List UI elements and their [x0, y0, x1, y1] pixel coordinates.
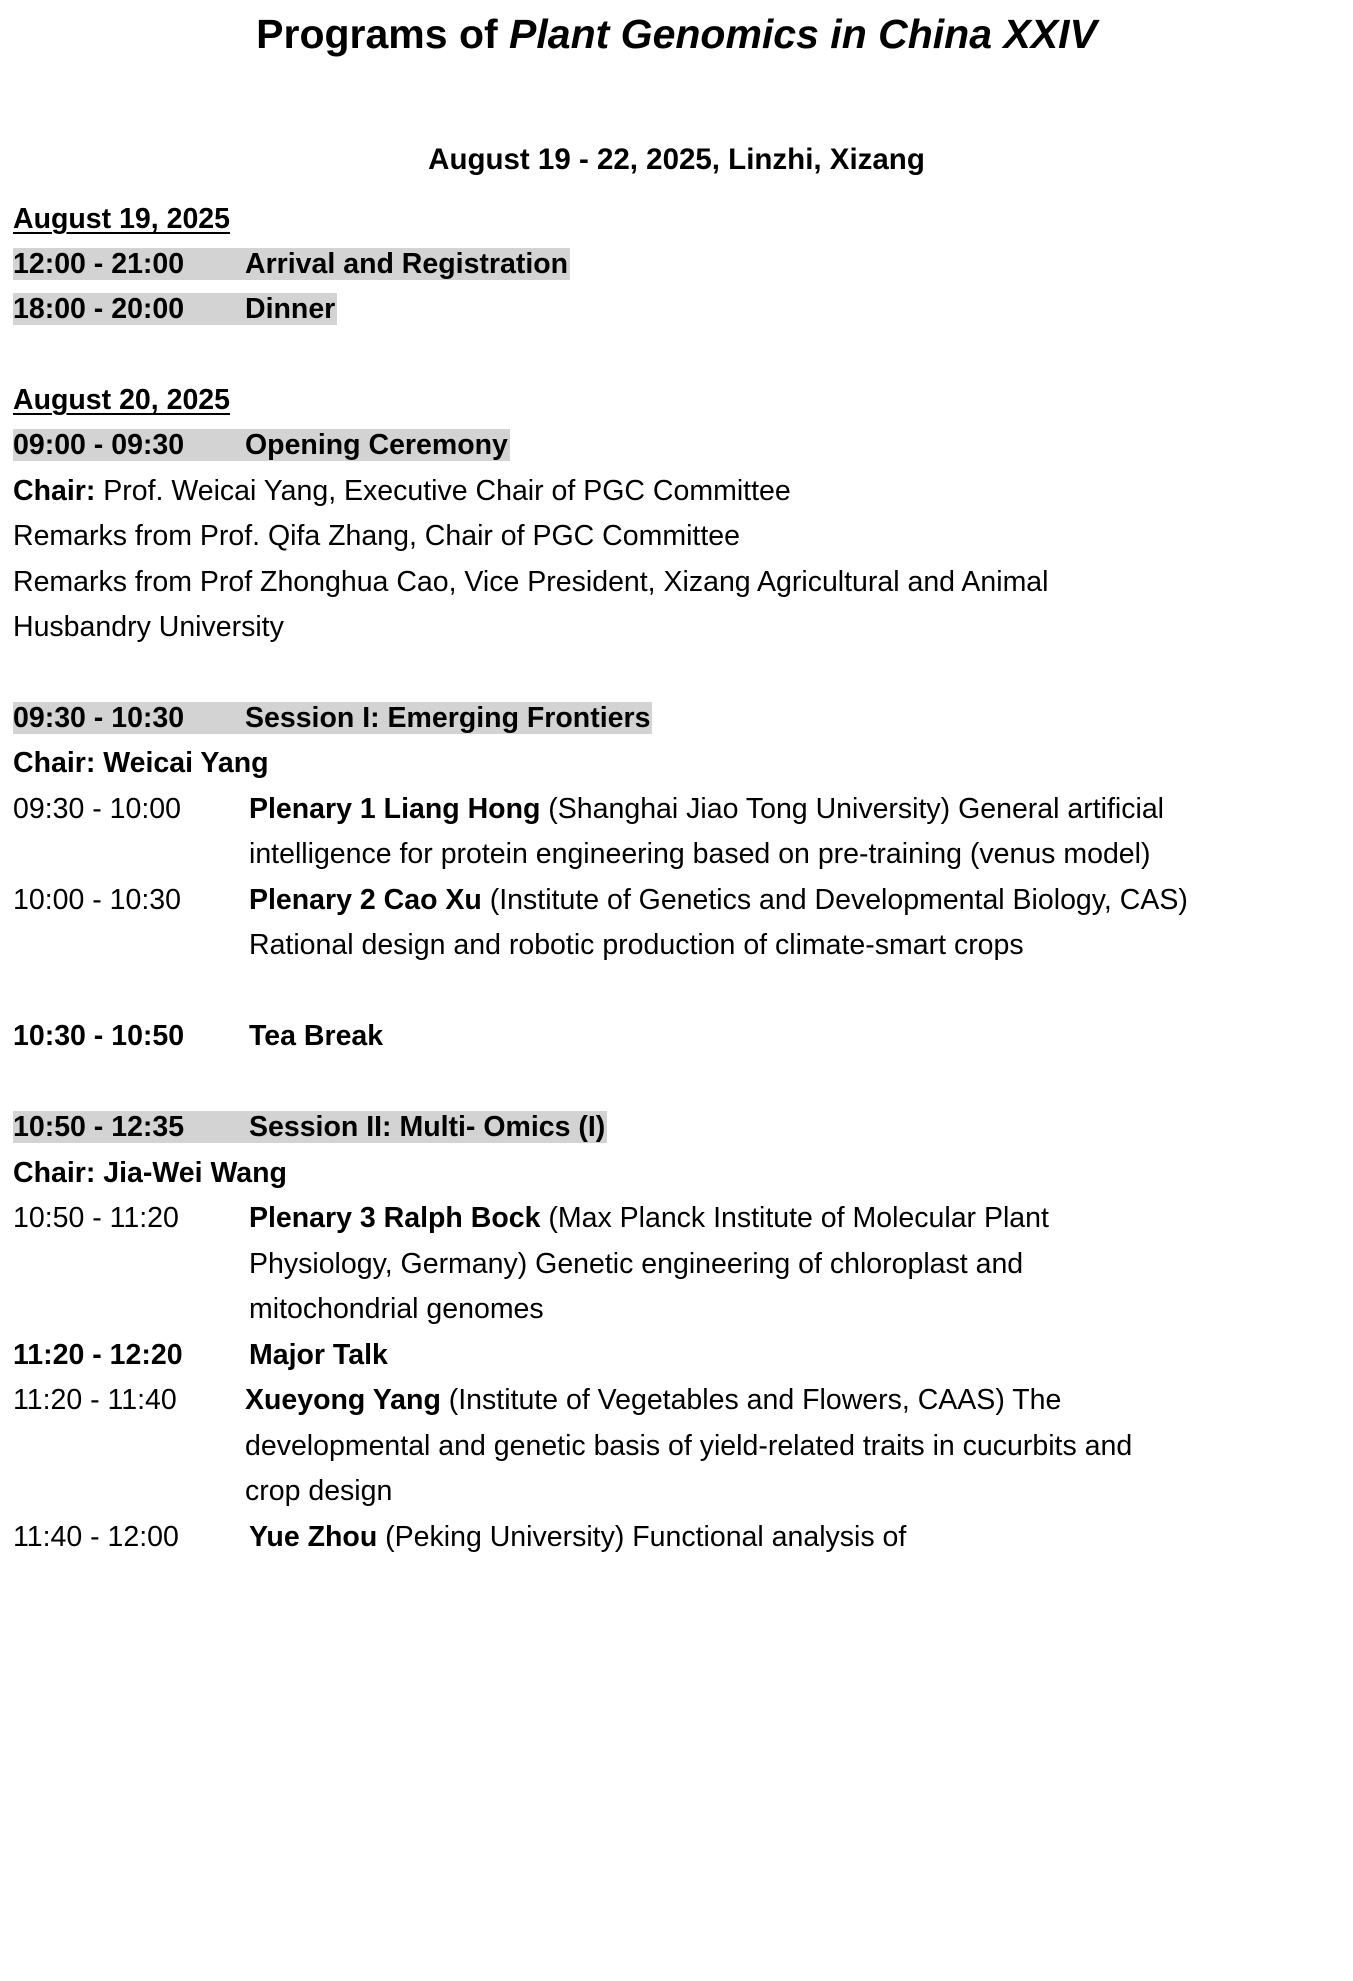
- row-time: 09:30 - 10:30: [13, 702, 185, 734]
- tea-break-row: [13, 1014, 383, 1058]
- row-label: Dinner: [245, 293, 336, 325]
- talk-speaker: Plenary 3 Ralph Bock: [249, 1202, 541, 1234]
- talk-time: 09:30 - 10:00: [13, 793, 181, 825]
- talk-text: Rational design and robotic production of climate-smart crops: [249, 929, 1024, 961]
- talk-text: developmental and genetic basis of yield-related traits in cucurbits and: [245, 1430, 1133, 1462]
- highlight-row: [13, 248, 570, 280]
- talk-row: [13, 1196, 1049, 1240]
- opening-remark: Remarks from Prof. Qifa Zhang, Chair of PGC Committee: [13, 520, 740, 552]
- row-label: Session II: Multi- Omics (I): [249, 1111, 606, 1143]
- major-talk-row: [13, 1333, 388, 1377]
- talk-text: crop design: [245, 1475, 393, 1507]
- highlight-row: [13, 429, 510, 461]
- row-time: 10:30 - 10:50: [13, 1020, 185, 1052]
- row-label: Arrival and Registration: [245, 248, 569, 280]
- schedule-row: [13, 242, 570, 286]
- row-time: 09:00 - 09:30: [13, 429, 185, 461]
- row-label: Major Talk: [249, 1339, 388, 1371]
- talk-row: [13, 787, 1164, 831]
- title-prefix: Programs of: [256, 11, 510, 57]
- talk-row: [13, 1378, 1061, 1422]
- talk-time: 10:50 - 11:20: [13, 1202, 179, 1234]
- talk-text: mitochondrial genomes: [249, 1293, 544, 1325]
- highlight-row: [13, 293, 337, 325]
- talk-text: (Institute of Genetics and Developmental Biology, CAS): [481, 884, 1188, 916]
- chair-label: Chair:: [13, 475, 96, 507]
- schedule-row: [13, 423, 510, 467]
- talk-time: 10:00 - 10:30: [13, 884, 181, 916]
- session-chair: Chair: Weicai Yang: [13, 747, 269, 779]
- highlight-row: [13, 702, 652, 734]
- title-italic: Plant Genomics in China XXIV: [509, 11, 1097, 57]
- talk-time: 11:20 - 11:40: [13, 1384, 177, 1416]
- talk-text: intelligence for protein engineering based on pre-training (venus model): [249, 838, 1151, 870]
- row-time: 18:00 - 20:00: [13, 293, 185, 325]
- schedule-row: [13, 287, 337, 331]
- talk-text: (Peking University) Functional analysis of: [377, 1521, 907, 1553]
- row-label: Session I: Emerging Frontiers: [245, 702, 651, 734]
- page-title: [0, 8, 1353, 60]
- opening-chair: [13, 469, 791, 513]
- schedule-row: [13, 696, 652, 740]
- day1-date: August 19, 2025: [13, 203, 231, 235]
- row-time: 12:00 - 21:00: [13, 248, 185, 280]
- opening-remark: Remarks from Prof Zhonghua Cao, Vice President, Xizang Agricultural and Animal: [13, 566, 1049, 598]
- event-date-location: August 19 - 22, 2025, Linzhi, Xizang: [428, 143, 925, 176]
- talk-time: 11:40 - 12:00: [13, 1521, 179, 1553]
- row-label: Opening Ceremony: [245, 429, 508, 461]
- talk-text: Physiology, Germany) Genetic engineering of chloroplast and: [249, 1248, 1024, 1280]
- schedule-row: [13, 1105, 607, 1149]
- row-label: Tea Break: [249, 1020, 384, 1052]
- chair-text: Prof. Weicai Yang, Executive Chair of PGC Committee: [95, 475, 791, 507]
- row-time: 10:50 - 12:35: [13, 1111, 185, 1143]
- talk-speaker: Plenary 1 Liang Hong: [249, 793, 541, 825]
- talk-text: (Shanghai Jiao Tong University) General artificial: [540, 793, 1164, 825]
- talk-speaker: Yue Zhou: [249, 1521, 378, 1553]
- highlight-row: [13, 1111, 607, 1143]
- row-time: 11:20 - 12:20: [13, 1339, 183, 1371]
- opening-remark: Husbandry University: [13, 611, 284, 643]
- day2-date: August 20, 2025: [13, 384, 231, 416]
- talk-text: (Institute of Vegetables and Flowers, CAAS) The: [440, 1384, 1062, 1416]
- talk-row: [13, 878, 1188, 922]
- talk-row: [13, 1515, 906, 1559]
- session-chair: Chair: Jia-Wei Wang: [13, 1157, 287, 1189]
- talk-speaker: Plenary 2 Cao Xu: [249, 884, 482, 916]
- talk-speaker: Xueyong Yang: [245, 1384, 441, 1416]
- talk-text: (Max Planck Institute of Molecular Plant: [540, 1202, 1049, 1234]
